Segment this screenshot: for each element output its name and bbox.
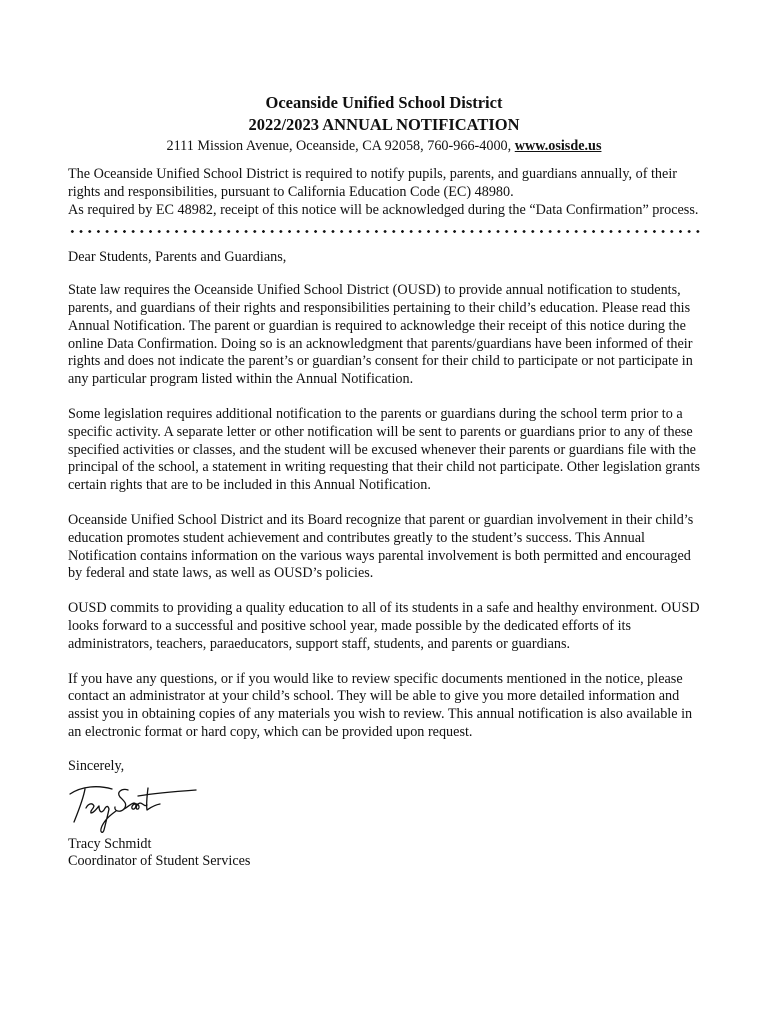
- intro-paragraph: [68, 166, 700, 219]
- body-paragraph: OUSD commits to providing a quality education to all of its students in a safe and healthy environment. OUSD looks forward to a successful and positive school year, made possible by the dedicated efforts of its administrators, teachers, paraeducators, support staff, students, and parents or guardians.: [68, 600, 700, 652]
- website-link[interactable]: www.osisde.us: [514, 138, 602, 154]
- notice-title: 2022/2023 ANNUAL NOTIFICATION: [248, 115, 520, 134]
- handwritten-signature: [68, 780, 208, 836]
- document-page: [68, 92, 700, 871]
- dotted-divider: [68, 230, 700, 233]
- body-paragraph: Some legislation requires additional notification to the parents or guardians during the school term prior to a specific activity. A separate letter or other notification will be sent to parents or guardians prior to any of these specified activities or classes, and the student will be excused whenever their parents or guardians file with the principal of the school, a statement in writing requesting that their child not participate. Other legislation grants certain rights that are to be included in this Annual Notification.: [68, 405, 700, 494]
- body-paragraph: Oceanside Unified School District and its Board recognize that parent or guardian involvement in their child’s education promotes student achievement and contributes greatly to the student’s success. This Annual Notification contains information on the various ways parental involvement is both permitted and encouraged by federal and state laws, as well as OUSD’s policies.: [68, 511, 694, 582]
- intro-line-1: The Oceanside Unified School District is required to notify pupils, parents, and guardians annually, of their rights and responsibilities, pursuant to California Education Code (EC) 48980.: [68, 166, 677, 200]
- greeting: Dear Students, Parents and Guardians,: [68, 249, 287, 266]
- body-paragraph: State law requires the Oceanside Unified School District (OUSD) to provide annual notification to students, parents, and guardians of their rights and responsibilities pertaining to their child’s education. Please read this Annual Notification. The parent or guardian is required to acknowledge their receipt of this notice during the online Data Confirmation. Doing so is an acknowledgment that parents/guardians have been informed of their rights and does not indicate the parent’s or guardian’s consent for their child to participate or not participate in any particular program listed within the Annual Notification.: [68, 282, 693, 388]
- closing: Sincerely,: [68, 757, 125, 774]
- intro-line-2: As required by EC 48982, receipt of this notice will be acknowledged during the “Data Confirmation” process.: [68, 201, 699, 218]
- body-paragraph: If you have any questions, or if you would like to review specific documents mentioned in the notice, please contact an administrator at your child’s school. They will be able to give you more detailed information and assist you in obtaining copies of any materials you wish to review. This annual notification is also available in an electronic format or hard copy, which can be provided upon request.: [68, 670, 693, 740]
- district-name: Oceanside Unified School District: [265, 93, 503, 112]
- address-text: 2111 Mission Avenue, Oceanside, CA 92058, 760-966-4000,: [166, 138, 515, 154]
- signer-name: Tracy Schmidt: [68, 835, 152, 852]
- signer-title: Coordinator of Student Services: [68, 853, 251, 870]
- district-address: [68, 136, 700, 156]
- letterhead: [68, 92, 700, 156]
